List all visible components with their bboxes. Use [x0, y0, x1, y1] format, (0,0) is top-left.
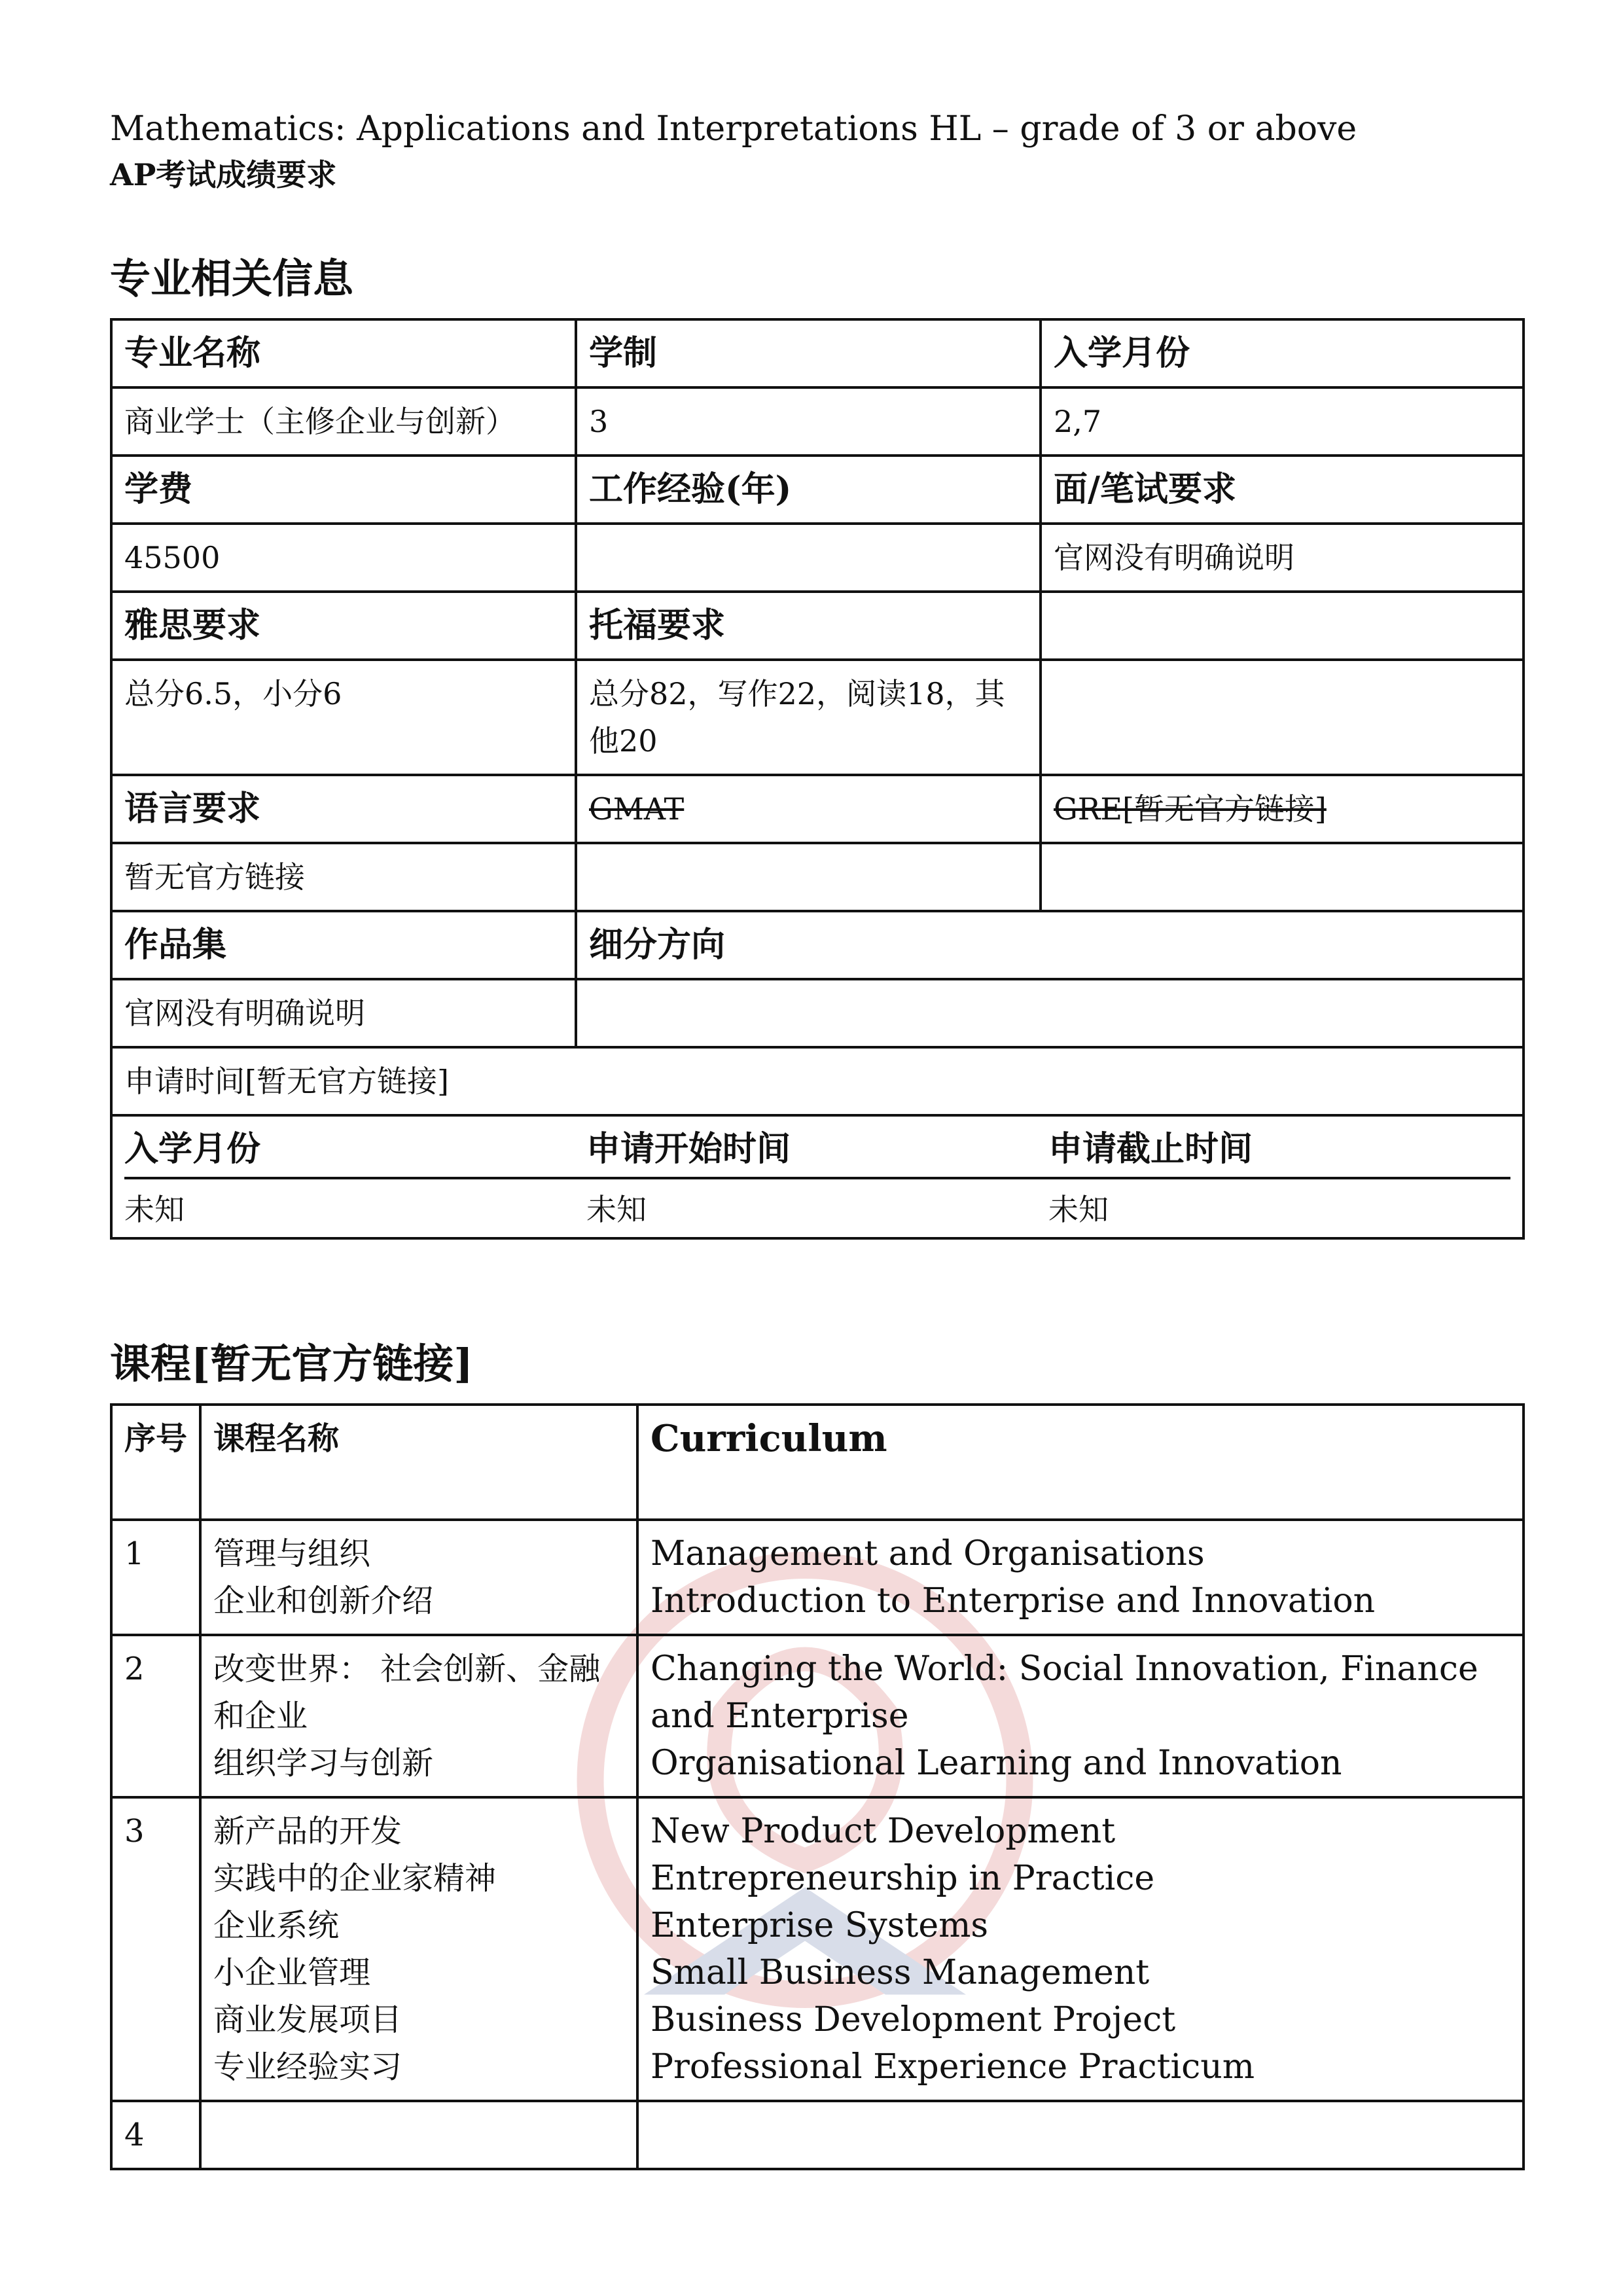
value-cell: 总分6.5，小分6 — [111, 660, 576, 775]
course-line: 组织学习与创新 — [213, 1745, 434, 1782]
table-row — [111, 319, 1524, 387]
curriculum-line: Changing the World: Social Innovation, Finance and Enterprise — [651, 1649, 1478, 1736]
value-cell — [1041, 843, 1524, 911]
table-row — [111, 911, 1524, 979]
curriculum-line: Enterprise Systems — [651, 1906, 989, 1945]
course-line: 企业系统 — [213, 1907, 340, 1944]
value-cell: 未知 — [586, 1192, 647, 1227]
value-cell — [576, 979, 1524, 1047]
course-name-en — [637, 2101, 1524, 2169]
course-table — [110, 1403, 1525, 2170]
header-cell: 细分方向 — [576, 911, 1524, 979]
value-cell: 官网没有明确说明 — [111, 979, 576, 1047]
application-header-row — [124, 1126, 1510, 1179]
value-cell: 总分82，写作22，阅读18，其他20 — [576, 660, 1041, 775]
table-row — [111, 979, 1524, 1047]
course-name-cn — [200, 2101, 637, 2169]
curriculum-line: Organisational Learning and Innovation — [651, 1744, 1342, 1783]
table-row — [111, 1115, 1524, 1238]
table-row — [111, 524, 1524, 592]
table-row — [111, 660, 1524, 775]
curriculum-line: Professional Experience Practicum — [651, 2047, 1255, 2087]
curriculum-line: Entrepreneurship in Practice — [651, 1859, 1155, 1898]
table-row — [111, 456, 1524, 524]
header-cell: 入学月份 — [124, 1129, 261, 1169]
table-row — [111, 1520, 1524, 1635]
course-number: 3 — [111, 1797, 200, 2101]
value-cell: 商业学士（主修企业与创新） — [111, 387, 576, 456]
value-cell: 45500 — [111, 524, 576, 592]
course-line: 实践中的企业家精神 — [213, 1860, 497, 1897]
header-cell: 入学月份 — [1041, 319, 1524, 387]
course-number: 2 — [111, 1635, 200, 1797]
ap-requirement-heading: AP考试成绩要求 — [110, 157, 337, 192]
value-cell: 未知 — [124, 1192, 185, 1227]
value-cell: 2,7 — [1041, 387, 1524, 456]
header-cell: 雅思要求 — [111, 592, 576, 660]
table-row — [111, 387, 1524, 456]
math-requirement-text: Mathematics: Applications and Interpretations HL – grade of 3 or above — [110, 109, 1357, 149]
header-cell: 申请截止时间 — [1048, 1129, 1253, 1169]
table-row — [111, 2101, 1524, 2169]
curriculum-line: New Product Development — [651, 1812, 1116, 1851]
table-row — [111, 1047, 1524, 1115]
course-name-en — [637, 1635, 1524, 1797]
header-cell: 学制 — [576, 319, 1041, 387]
table-row — [111, 1405, 1524, 1520]
course-line: 企业和创新介绍 — [213, 1583, 434, 1619]
course-line: 改变世界： 社会创新、金融和企业 — [213, 1651, 601, 1734]
header-cell: 申请开始时间 — [586, 1129, 791, 1169]
curriculum-line: Introduction to Enterprise and Innovation — [651, 1581, 1376, 1621]
document-page — [110, 105, 1522, 2170]
header-cell: 课程名称 — [200, 1405, 637, 1520]
curriculum-line: Management and Organisations — [651, 1534, 1205, 1573]
table-row — [111, 843, 1524, 911]
table-row — [111, 592, 1524, 660]
course-number: 4 — [111, 2101, 200, 2169]
course-name-cn — [200, 1797, 637, 2101]
value-cell: 暂无官方链接 — [111, 843, 576, 911]
course-line: 管理与组织 — [213, 1535, 371, 1572]
course-line: 新产品的开发 — [213, 1813, 402, 1850]
application-value-row — [124, 1179, 1510, 1233]
header-cell: 作品集 — [111, 911, 576, 979]
value-cell — [576, 843, 1041, 911]
application-time-cell — [111, 1115, 1524, 1238]
header-cell — [1041, 592, 1524, 660]
header-cell: 专业名称 — [111, 319, 576, 387]
course-number: 1 — [111, 1520, 200, 1635]
curriculum-line: Business Development Project — [651, 2000, 1176, 2039]
program-info-title: 专业相关信息 — [110, 255, 354, 302]
course-line: 专业经验实习 — [213, 2049, 402, 2085]
header-cell: 面/笔试要求 — [1041, 456, 1524, 524]
value-cell: 未知 — [1048, 1192, 1109, 1227]
course-name-en — [637, 1520, 1524, 1635]
table-row — [111, 1635, 1524, 1797]
header-cell-struck: GMAT — [576, 775, 1041, 843]
course-section-title: 课程[暂无官方链接] — [110, 1340, 473, 1388]
header-cell-struck: GRE[暂无官方链接] — [1041, 775, 1524, 843]
value-cell — [1041, 660, 1524, 775]
header-cell: Curriculum — [637, 1405, 1524, 1520]
value-cell: 官网没有明确说明 — [1041, 524, 1524, 592]
table-row — [111, 775, 1524, 843]
header-cell: 学费 — [111, 456, 576, 524]
header-cell: 托福要求 — [576, 592, 1041, 660]
course-name-cn — [200, 1635, 637, 1797]
course-rows — [111, 1520, 1524, 2169]
value-cell: 3 — [576, 387, 1041, 456]
course-name-cn — [200, 1520, 637, 1635]
header-cell: 工作经验(年) — [576, 456, 1041, 524]
course-line: 商业发展项目 — [213, 2001, 402, 2038]
application-time-label: 申请时间[暂无官方链接] — [111, 1047, 1524, 1115]
course-name-en — [637, 1797, 1524, 2101]
course-line: 小企业管理 — [213, 1954, 371, 1991]
header-cell: 语言要求 — [111, 775, 576, 843]
value-cell — [576, 524, 1041, 592]
table-row — [111, 1797, 1524, 2101]
program-info-table — [110, 318, 1525, 1240]
header-cell: 序号 — [111, 1405, 200, 1520]
curriculum-line: Small Business Management — [651, 1953, 1150, 1992]
